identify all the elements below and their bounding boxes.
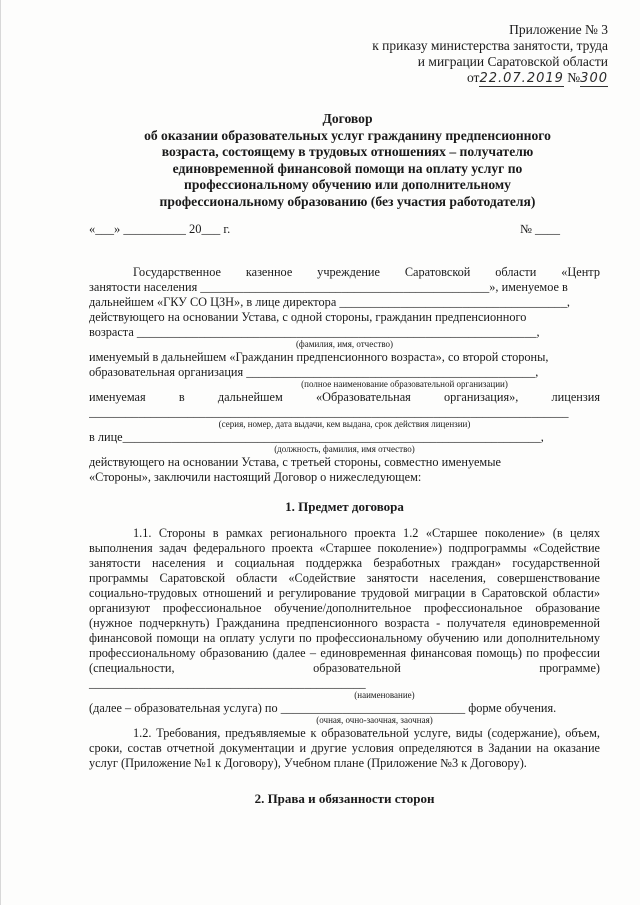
section-2-heading: 2. Права и обязанности сторон [254,791,435,806]
word: в [178,390,185,404]
date-prefix: от [466,70,480,85]
intro-line-7: образовательная организация _______________________________________________, [89,365,539,379]
approval-line-1: Приложение № 3 [509,22,608,37]
caption-license: (серия, номер, дата выдачи, кем выдана, срок действия лицензии) [218,419,471,429]
caption-name: (наименование) [354,690,415,700]
title-line-3: возраста, состоящему в трудовых отношениях – получателю [161,144,534,159]
section-1-paragraph-1: 1.1. Стороны в рамках регионального проекта 1.2 «Старшее поколение» (в целях выполнения задач федерального проекта «Старшее поколение») подпрограммы «Содействие занятости населения и социальная поддержка безработных граждан» государственной программы Саратовской области «Содействие занятости населения, совершенствование социально-трудовых отношений и регулирование трудовой миграции в Саратовской области» организуют профессиональное обучение/дополнительное профессиональное образование (нужное подчеркнуть) Гражданина предпенсионного возраста - получателя единовременной финансовой помощи на оплату услуги по профессиональному обучению или дополнительному профессиональному образованию (далее – единовременная финансовая помощь) по профессии (специальности, образовательной программе) _____________________________________________ [89,526,600,690]
title-line-5: профессиональному обучению или дополнительному [184,177,511,192]
word: дальнейшем [217,390,283,404]
section-1-paragraph-2: 1.2. Требования, предъявляемые к образовательной услуге, виды (содержание), объем, сроки, состав отчетной документации и другие условия определяются в Задании на оказание услуг (Приложение №1 к Договору), Учебном плане (Приложение №3 к Договору). [89,726,600,770]
word: казенное [245,265,293,279]
contract-date: «___» __________ 20___ г. [89,222,231,236]
word: именуемая [89,390,146,404]
caption-position: (должность, фамилия, имя отчество) [274,444,415,454]
number-prefix: № [567,70,581,85]
intro-line-12: «Стороны», заключили настоящий Договор о нижеследующем: [89,470,422,484]
intro-line-10: в лице____________________________________________________________________, [89,430,544,444]
title-line-1: Договор [322,111,373,126]
intro-line-5: возраста _________________________________________________________________, [89,325,540,339]
section-1-form-line: (далее – образовательная услуга) по ______________________________ форме обучения. [89,701,557,715]
title-line-4: единовременной финансовой помощи на оплату услуг по [172,160,523,176]
word: учреждение [317,265,380,279]
intro-paragraph [89,265,600,485]
word: организация», [444,390,519,404]
intro-line-6: именуемый в дальнейшем «Гражданин предпенсионного возраста», со второй стороны, [89,350,549,364]
approval-line-3: и миграции Саратовской области [417,54,608,69]
contract-number: № ____ [519,222,560,236]
title-line-2: об оказании образовательных услуг гражданину предпенсионного [144,127,551,143]
approval-date-line [89,70,608,87]
section-1-heading: 1. Предмет договора [285,499,404,514]
intro-line-4: действующего на основании Устава, с одной стороны, гражданин предпенсионного [89,310,527,324]
word: Государственное [133,265,221,279]
intro-line-11: действующего на основании Устава, с третьей стороны, совместно именуемые [89,455,501,469]
intro-line-8 [89,390,600,405]
handwritten-date: 22.07.2019 [479,71,564,86]
intro-line-3: дальнейшем «ГКУ СО ЦЗН», в лице директора _____________________________________, [89,295,570,309]
title-line-6: профессиональному образованию (без участия работодателя) [159,193,536,209]
caption-form: (очная, очно-заочная, заочная) [316,715,433,725]
word: Саратовской [404,265,471,279]
word: области [495,265,537,279]
word: лицензия [551,390,600,404]
intro-line-2: занятости населения _______________________________________________», именуемое в [89,280,568,294]
document-title [83,111,612,210]
contract-date-line [89,222,600,237]
handwritten-number: 300 [580,71,608,86]
caption-org: (полное наименование образовательной организации) [301,379,508,389]
caption-fio: (фамилия, имя, отчество) [295,339,394,349]
intro-line-9: ______________________________________________________________________________ [89,405,569,419]
word: «Центр [561,265,600,279]
approval-line-2: к приказу министерства занятости, труда [372,38,608,53]
approval-block [89,0,608,87]
word: «Образовательная [315,390,411,404]
intro-line-1 [89,265,600,280]
